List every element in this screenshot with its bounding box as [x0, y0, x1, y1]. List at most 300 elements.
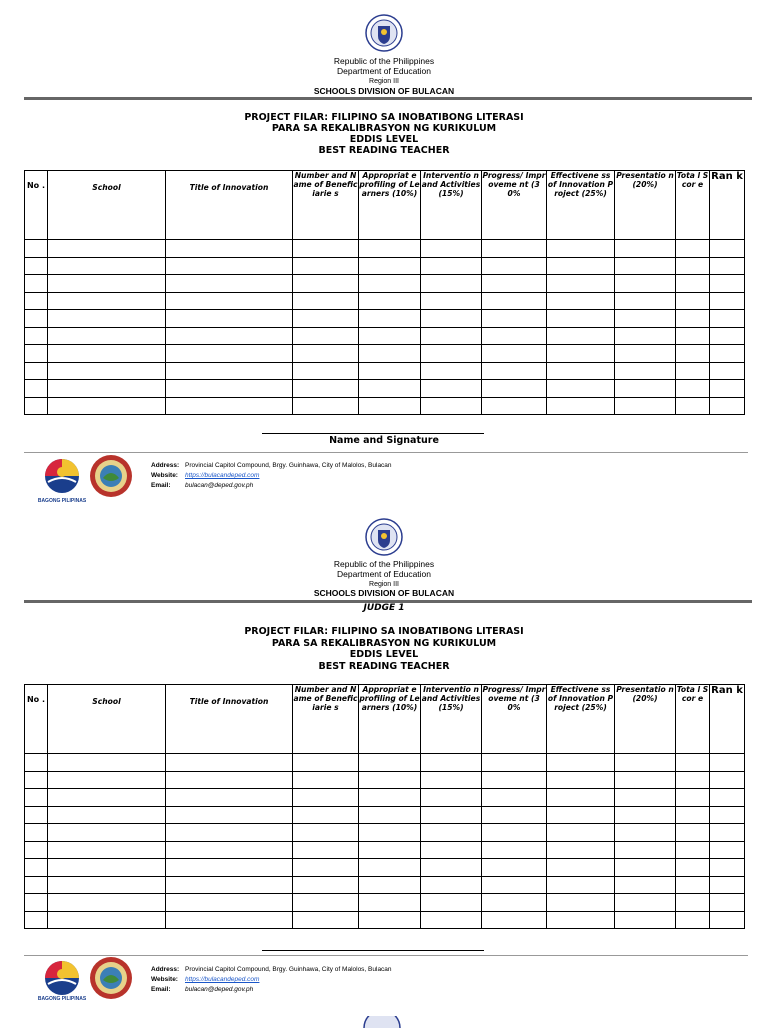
table-cell[interactable]: [710, 380, 745, 398]
table-cell[interactable]: [166, 397, 293, 415]
table-cell[interactable]: [615, 240, 676, 258]
table-cell[interactable]: [482, 789, 547, 807]
table-row: [25, 841, 745, 859]
col-title: Title of Innovation: [166, 685, 293, 754]
table-cell[interactable]: [482, 894, 547, 912]
website-label: Website:: [151, 976, 178, 983]
table-cell[interactable]: [421, 911, 482, 929]
table-cell[interactable]: [482, 310, 547, 328]
table-cell[interactable]: [25, 771, 48, 789]
table-cell[interactable]: [421, 894, 482, 912]
footer-website-row: [151, 471, 392, 481]
table-cell[interactable]: [547, 841, 615, 859]
title-line-4: BEST READING TEACHER: [318, 661, 450, 672]
table-cell[interactable]: [359, 292, 421, 310]
table-cell[interactable]: [676, 345, 710, 363]
table-cell[interactable]: [676, 771, 710, 789]
signature-line: [262, 950, 484, 951]
table-cell[interactable]: [359, 841, 421, 859]
table-cell[interactable]: [25, 310, 48, 328]
table-cell[interactable]: [48, 876, 166, 894]
table-cell[interactable]: [615, 789, 676, 807]
table-cell[interactable]: [482, 771, 547, 789]
col-rank: Ran k: [710, 685, 745, 754]
table-cell[interactable]: [421, 310, 482, 328]
website-label: Website:: [151, 472, 178, 479]
table-row: [25, 824, 745, 842]
col-beneficiaries: Number and Name of Beneficiarie s: [293, 171, 359, 240]
footer-email-row: [151, 481, 392, 491]
table-cell[interactable]: [421, 327, 482, 345]
table-cell[interactable]: [421, 841, 482, 859]
table-cell[interactable]: [25, 362, 48, 380]
table-cell[interactable]: [293, 911, 359, 929]
table-cell[interactable]: [615, 911, 676, 929]
table-cell[interactable]: [710, 859, 745, 877]
table-cell[interactable]: [710, 911, 745, 929]
table-cell[interactable]: [293, 257, 359, 275]
table-cell[interactable]: [421, 240, 482, 258]
table-cell[interactable]: [710, 327, 745, 345]
table-cell[interactable]: [421, 257, 482, 275]
table-row: [25, 327, 745, 345]
table-cell[interactable]: [359, 240, 421, 258]
table-cell[interactable]: [547, 380, 615, 398]
table-cell[interactable]: [25, 859, 48, 877]
table-cell[interactable]: [48, 327, 166, 345]
table-cell[interactable]: [710, 894, 745, 912]
table-cell[interactable]: [359, 275, 421, 293]
col-rank: Ran k: [710, 171, 745, 240]
table-cell[interactable]: [25, 789, 48, 807]
table-cell[interactable]: [293, 754, 359, 772]
col-progress: Progress/ Improveme nt (30%: [482, 685, 547, 754]
table-cell[interactable]: [547, 310, 615, 328]
table-cell[interactable]: [166, 911, 293, 929]
table-cell[interactable]: [166, 327, 293, 345]
table-header-row: [25, 685, 745, 754]
table-cell[interactable]: [25, 754, 48, 772]
table-body: [25, 754, 745, 929]
table-cell[interactable]: [48, 257, 166, 275]
table-cell[interactable]: [359, 327, 421, 345]
footer-contact: [151, 965, 392, 995]
table-cell[interactable]: [710, 310, 745, 328]
table-body: [25, 240, 745, 415]
table-cell[interactable]: [166, 806, 293, 824]
table-cell[interactable]: [615, 292, 676, 310]
table-cell[interactable]: [293, 380, 359, 398]
table-cell[interactable]: [25, 397, 48, 415]
table-row: [25, 380, 745, 398]
table-cell[interactable]: [166, 362, 293, 380]
judge-label: JUDGE 1: [363, 603, 405, 613]
email-value: bulacan@deped.gov.ph: [185, 986, 254, 993]
table-cell[interactable]: [48, 380, 166, 398]
table-cell[interactable]: [615, 345, 676, 363]
table-cell[interactable]: [547, 876, 615, 894]
table-row: [25, 806, 745, 824]
table-cell[interactable]: [48, 754, 166, 772]
table-cell[interactable]: [710, 876, 745, 894]
table-cell[interactable]: [359, 754, 421, 772]
table-cell[interactable]: [359, 345, 421, 363]
table-row: [25, 894, 745, 912]
table-cell[interactable]: [25, 841, 48, 859]
table-cell[interactable]: [615, 327, 676, 345]
table-cell[interactable]: [615, 771, 676, 789]
table-cell[interactable]: [48, 894, 166, 912]
title-line-3: EDDIS LEVEL: [349, 134, 419, 145]
table-cell[interactable]: [482, 257, 547, 275]
footer-address-row: [151, 461, 392, 471]
email-value: bulacan@deped.gov.ph: [185, 482, 254, 489]
table-cell[interactable]: [421, 876, 482, 894]
table-cell[interactable]: [676, 841, 710, 859]
table-cell[interactable]: [676, 240, 710, 258]
table-cell[interactable]: [676, 362, 710, 380]
table-cell[interactable]: [547, 275, 615, 293]
col-school: School: [48, 685, 166, 754]
header-divider: [24, 97, 752, 100]
table-cell[interactable]: [293, 859, 359, 877]
table-cell[interactable]: [710, 771, 745, 789]
table-cell[interactable]: [421, 771, 482, 789]
table-cell[interactable]: [48, 911, 166, 929]
table-cell[interactable]: [482, 362, 547, 380]
header-department: Department of Education: [336, 66, 432, 76]
table-cell[interactable]: [676, 806, 710, 824]
table-cell[interactable]: [482, 911, 547, 929]
table-cell[interactable]: [48, 275, 166, 293]
table-cell[interactable]: [710, 754, 745, 772]
table-cell[interactable]: [710, 397, 745, 415]
table-cell[interactable]: [359, 380, 421, 398]
table-cell[interactable]: [547, 257, 615, 275]
table-cell[interactable]: [293, 894, 359, 912]
table-cell[interactable]: [293, 327, 359, 345]
table-cell[interactable]: [482, 292, 547, 310]
table-cell[interactable]: [710, 841, 745, 859]
table-row: [25, 345, 745, 363]
address-label: Address:: [151, 966, 180, 973]
table-cell[interactable]: [676, 894, 710, 912]
table-cell[interactable]: [166, 859, 293, 877]
header-department: Department of Education: [336, 569, 432, 579]
table-cell[interactable]: [359, 397, 421, 415]
table-cell[interactable]: [547, 789, 615, 807]
table-cell[interactable]: [482, 841, 547, 859]
col-interventions: Interventio n and Activities (15%): [421, 685, 482, 754]
table-cell[interactable]: [359, 257, 421, 275]
table-cell[interactable]: [615, 380, 676, 398]
table-cell[interactable]: [547, 327, 615, 345]
table-cell[interactable]: [547, 754, 615, 772]
table-row: [25, 310, 745, 328]
table-cell[interactable]: [676, 876, 710, 894]
table-cell[interactable]: [676, 397, 710, 415]
footer-email-row: [151, 985, 392, 995]
table-cell[interactable]: [48, 841, 166, 859]
table-cell[interactable]: [293, 275, 359, 293]
table-cell[interactable]: [710, 257, 745, 275]
col-total: Tota l Scor e: [676, 685, 710, 754]
table-cell[interactable]: [166, 310, 293, 328]
table-cell[interactable]: [615, 754, 676, 772]
table-cell[interactable]: [166, 380, 293, 398]
table-cell[interactable]: [421, 380, 482, 398]
table-row: [25, 876, 745, 894]
table-cell[interactable]: [359, 859, 421, 877]
table-cell[interactable]: [421, 859, 482, 877]
table-cell[interactable]: [615, 824, 676, 842]
table-cell[interactable]: [48, 789, 166, 807]
table-cell[interactable]: [293, 789, 359, 807]
table-cell[interactable]: [547, 771, 615, 789]
bagong-pilipinas-label: BAGONG PILIPINAS: [37, 996, 87, 1002]
table-cell[interactable]: [421, 397, 482, 415]
table-cell[interactable]: [547, 345, 615, 363]
table-cell[interactable]: [615, 859, 676, 877]
table-cell[interactable]: [615, 257, 676, 275]
title-line-3: EDDIS LEVEL: [349, 649, 419, 660]
table-cell[interactable]: [293, 362, 359, 380]
table-cell[interactable]: [25, 292, 48, 310]
header-division: SCHOOLS DIVISION OF BULACAN: [313, 86, 455, 96]
table-cell[interactable]: [48, 859, 166, 877]
table-cell[interactable]: [710, 345, 745, 363]
table-cell[interactable]: [25, 894, 48, 912]
table-cell[interactable]: [359, 824, 421, 842]
table-cell[interactable]: [482, 806, 547, 824]
table-cell[interactable]: [710, 806, 745, 824]
table-cell[interactable]: [359, 911, 421, 929]
col-presentation: Presentatio n (20%): [615, 171, 676, 240]
table-cell[interactable]: [293, 310, 359, 328]
footer-contact: [151, 461, 392, 491]
table-cell[interactable]: [48, 310, 166, 328]
title-line-2: PARA SA REKALIBRASYON NG KURIKULUM: [271, 638, 497, 649]
table-cell[interactable]: [166, 345, 293, 363]
table-cell[interactable]: [482, 275, 547, 293]
table-cell[interactable]: [166, 876, 293, 894]
table-cell[interactable]: [482, 397, 547, 415]
col-school: School: [48, 171, 166, 240]
table-cell[interactable]: [676, 754, 710, 772]
table-cell[interactable]: [547, 894, 615, 912]
table-cell[interactable]: [25, 911, 48, 929]
col-no: No .: [25, 171, 48, 240]
table-cell[interactable]: [676, 292, 710, 310]
table-cell[interactable]: [615, 894, 676, 912]
table-cell[interactable]: [48, 806, 166, 824]
table-cell[interactable]: [421, 345, 482, 363]
table-cell[interactable]: [710, 824, 745, 842]
table-cell[interactable]: [359, 806, 421, 824]
title-line-1: PROJECT FILAR: FILIPINO SA INOBATIBONG LITERASI: [244, 626, 524, 637]
table-cell[interactable]: [710, 789, 745, 807]
table-cell[interactable]: [547, 362, 615, 380]
table-cell[interactable]: [293, 841, 359, 859]
table-cell[interactable]: [710, 240, 745, 258]
table-cell[interactable]: [421, 806, 482, 824]
table-cell[interactable]: [421, 789, 482, 807]
table-cell[interactable]: [359, 789, 421, 807]
table-cell[interactable]: [25, 240, 48, 258]
signature-line: [262, 433, 484, 434]
table-cell[interactable]: [166, 894, 293, 912]
table-row: [25, 362, 745, 380]
table-cell[interactable]: [676, 380, 710, 398]
table-cell[interactable]: [547, 806, 615, 824]
table-cell[interactable]: [547, 911, 615, 929]
table-cell[interactable]: [166, 754, 293, 772]
table-cell[interactable]: [48, 824, 166, 842]
table-cell[interactable]: [166, 771, 293, 789]
table-cell[interactable]: [359, 362, 421, 380]
table-cell[interactable]: [676, 824, 710, 842]
table-cell[interactable]: [676, 789, 710, 807]
table-cell[interactable]: [293, 345, 359, 363]
table-cell[interactable]: [421, 824, 482, 842]
table-cell[interactable]: [547, 859, 615, 877]
table-cell[interactable]: [615, 275, 676, 293]
table-cell[interactable]: [25, 824, 48, 842]
address-value: Provincial Capitol Compound, Brgy. Guinhawa, City of Malolos, Bulacan: [185, 462, 392, 469]
table-cell[interactable]: [421, 275, 482, 293]
table-cell[interactable]: [359, 876, 421, 894]
table-cell[interactable]: [676, 257, 710, 275]
email-label: Email:: [151, 482, 171, 489]
division-seal-icon: [89, 454, 133, 498]
table-cell[interactable]: [547, 240, 615, 258]
bagong-pilipinas-logo-icon: [38, 456, 86, 500]
table-cell[interactable]: [166, 824, 293, 842]
table-cell[interactable]: [615, 876, 676, 894]
table-cell[interactable]: [359, 894, 421, 912]
table-cell[interactable]: [25, 345, 48, 363]
table-cell[interactable]: [166, 275, 293, 293]
col-presentation: Presentatio n (20%): [615, 685, 676, 754]
table-cell[interactable]: [482, 754, 547, 772]
table-cell[interactable]: [482, 876, 547, 894]
table-cell[interactable]: [547, 824, 615, 842]
table-cell[interactable]: [676, 911, 710, 929]
table-cell[interactable]: [482, 327, 547, 345]
table-cell[interactable]: [482, 859, 547, 877]
table-cell[interactable]: [710, 362, 745, 380]
table-cell[interactable]: [421, 754, 482, 772]
table-cell[interactable]: [25, 327, 48, 345]
table-cell[interactable]: [293, 771, 359, 789]
table-cell[interactable]: [359, 771, 421, 789]
table-cell[interactable]: [166, 257, 293, 275]
table-cell[interactable]: [710, 275, 745, 293]
address-value: Provincial Capitol Compound, Brgy. Guinhawa, City of Malolos, Bulacan: [185, 966, 392, 973]
table-cell[interactable]: [166, 292, 293, 310]
col-beneficiaries: Number and Name of Beneficiarie s: [293, 685, 359, 754]
table-cell[interactable]: [359, 310, 421, 328]
table-cell[interactable]: [615, 841, 676, 859]
table-cell[interactable]: [676, 310, 710, 328]
table-cell[interactable]: [25, 876, 48, 894]
col-effectiveness: Effectivene ss of Innovation Project (25%): [547, 685, 615, 754]
header-republic: Republic of the Philippines: [333, 559, 435, 569]
table-cell[interactable]: [482, 824, 547, 842]
document-page-2: [0, 514, 768, 1028]
table-cell[interactable]: [615, 310, 676, 328]
table-cell[interactable]: [615, 397, 676, 415]
table-cell[interactable]: [421, 292, 482, 310]
address-label: Address:: [151, 462, 180, 469]
table-row: [25, 789, 745, 807]
table-cell[interactable]: [48, 771, 166, 789]
table-row: [25, 240, 745, 258]
table-header-row: [25, 171, 745, 240]
table-cell[interactable]: [293, 806, 359, 824]
email-label: Email:: [151, 986, 171, 993]
table-row: [25, 257, 745, 275]
website-link[interactable]: https://bulacandeped.com: [185, 976, 260, 983]
table-cell[interactable]: [615, 806, 676, 824]
table-cell[interactable]: [676, 275, 710, 293]
header-region: Region III: [369, 581, 399, 588]
col-effectiveness: Effectivene ss of Innovation Project (25%): [547, 171, 615, 240]
table-cell[interactable]: [25, 275, 48, 293]
table-row: [25, 771, 745, 789]
table-cell[interactable]: [25, 806, 48, 824]
table-cell[interactable]: [166, 841, 293, 859]
table-cell[interactable]: [293, 876, 359, 894]
signature-label: Name and Signature: [329, 435, 439, 446]
score-table: [24, 684, 745, 929]
table-cell[interactable]: [676, 327, 710, 345]
table-cell[interactable]: [615, 362, 676, 380]
table-cell[interactable]: [166, 240, 293, 258]
table-cell[interactable]: [48, 397, 166, 415]
table-cell[interactable]: [421, 362, 482, 380]
table-cell[interactable]: [293, 292, 359, 310]
deped-seal-icon: [365, 518, 403, 556]
table-cell[interactable]: [676, 859, 710, 877]
table-cell[interactable]: [482, 345, 547, 363]
header-region: Region III: [369, 78, 399, 85]
table-cell[interactable]: [25, 257, 48, 275]
table-cell[interactable]: [48, 345, 166, 363]
table-cell[interactable]: [48, 362, 166, 380]
table-row: [25, 911, 745, 929]
table-cell[interactable]: [710, 292, 745, 310]
table-cell[interactable]: [547, 397, 615, 415]
col-title: Title of Innovation: [166, 171, 293, 240]
table-cell[interactable]: [25, 380, 48, 398]
footer-website-row: [151, 975, 392, 985]
website-link[interactable]: https://bulacandeped.com: [185, 472, 260, 479]
table-cell[interactable]: [293, 240, 359, 258]
table-cell[interactable]: [48, 292, 166, 310]
table-cell[interactable]: [48, 240, 166, 258]
table-cell[interactable]: [166, 789, 293, 807]
table-cell[interactable]: [482, 240, 547, 258]
table-cell[interactable]: [293, 824, 359, 842]
table-cell[interactable]: [482, 380, 547, 398]
table-cell[interactable]: [293, 397, 359, 415]
table-cell[interactable]: [547, 292, 615, 310]
footer-divider: [24, 452, 748, 453]
title-line-1: PROJECT FILAR: FILIPINO SA INOBATIBONG LITERASI: [244, 112, 524, 123]
title-line-2: PARA SA REKALIBRASYON NG KURIKULUM: [271, 123, 497, 134]
table-row: [25, 754, 745, 772]
